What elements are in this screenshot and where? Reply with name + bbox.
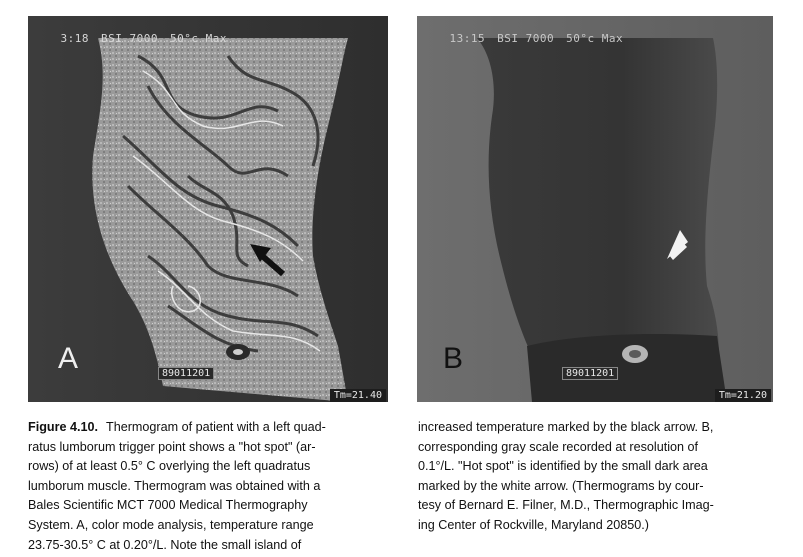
- panel-letter-b: B: [443, 342, 464, 375]
- caption-line: increased temperature marked by the black arrow. B,: [418, 420, 714, 434]
- figure-caption-left: [28, 418, 384, 555]
- caption-line: System. A, color mode analysis, temperature range: [28, 517, 314, 532]
- caption-line: Figure 4.10. Thermogram of patient with a left quad-: [28, 420, 326, 434]
- hud-scale: 50°c Max: [566, 32, 624, 45]
- caption-line: 23.75-30.5° C at 0.20°/L. Note the small island of: [28, 537, 302, 552]
- caption-line: corresponding gray scale recorded at resolution of: [418, 439, 699, 454]
- caption-line: ing Center of Rockville, Maryland 20850.): [418, 517, 649, 532]
- hud-scale: 50°c Max: [169, 32, 227, 45]
- temperature-min-a: Tm=21.40: [330, 389, 386, 402]
- hud-readout-a: [32, 19, 239, 58]
- hud-device: BSI 7000: [101, 32, 158, 45]
- panel-letter-a: A: [58, 342, 79, 375]
- caption-line: marked by the white arrow. (Thermograms by cour-: [418, 478, 704, 493]
- figure-caption-right: [418, 418, 774, 536]
- figure-label: Figure 4.10.: [28, 420, 98, 434]
- caption-line: tesy of Bernard E. Filner, M.D., Thermographic Imag-: [418, 498, 714, 513]
- thermogram-panel-a: [28, 16, 388, 402]
- hud-time: 13:15: [449, 32, 486, 45]
- thermogram-b-image: [417, 16, 773, 402]
- caption-line: rows) of at least 0.5° C overlying the left quadratus: [28, 459, 311, 474]
- thermogram-a-image: [28, 16, 388, 402]
- thermogram-panel-b: [417, 16, 773, 402]
- caption-line: Bales Scientific MCT 7000 Medical Thermography: [28, 498, 308, 513]
- hud-device: BSI 7000: [497, 32, 555, 45]
- caption-line: 0.1°/L. "Hot spot" is identified by the small dark area: [418, 459, 708, 474]
- hud-readout-b: [421, 19, 635, 58]
- temperature-min-b: Tm=21.20: [715, 389, 771, 402]
- caption-line: ratus lumborum trigger point shows a "hot spot" (ar-: [28, 439, 316, 454]
- serial-number-a: 89011201: [158, 367, 214, 380]
- serial-number-b: 89011201: [562, 367, 618, 380]
- hud-time: 3:18: [60, 32, 89, 45]
- caption-line: lumborum muscle. Thermogram was obtained with a: [28, 478, 321, 493]
